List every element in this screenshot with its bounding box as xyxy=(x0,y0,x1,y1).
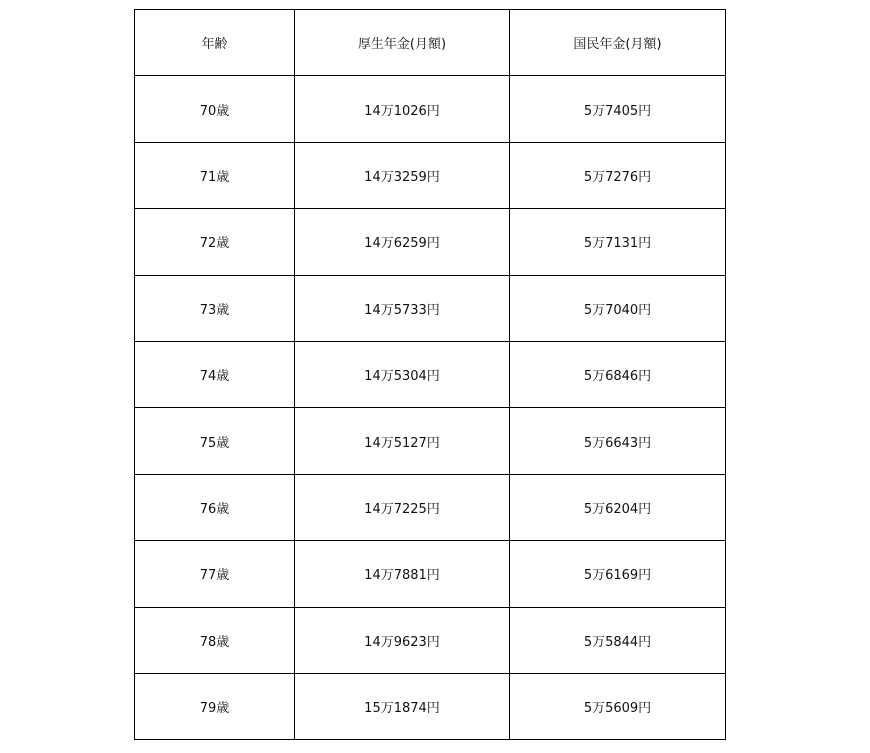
table-row xyxy=(135,474,726,540)
employees-pension-cell: 14万5304円 xyxy=(295,341,510,407)
table-row xyxy=(135,275,726,341)
employees-pension-cell: 14万3259円 xyxy=(295,142,510,208)
national-pension-cell: 5万7131円 xyxy=(510,209,726,275)
age-cell: 72歳 xyxy=(135,209,295,275)
employees-pension-cell: 14万5127円 xyxy=(295,408,510,474)
national-pension-cell: 5万7040円 xyxy=(510,275,726,341)
employees-pension-cell: 14万9623円 xyxy=(295,607,510,673)
table-row xyxy=(135,341,726,407)
employees-pension-cell: 14万5733円 xyxy=(295,275,510,341)
pension-table xyxy=(134,9,726,740)
age-cell: 73歳 xyxy=(135,275,295,341)
table-row xyxy=(135,76,726,142)
national-pension-cell: 5万7276円 xyxy=(510,142,726,208)
national-pension-cell: 5万6204円 xyxy=(510,474,726,540)
age-cell: 78歳 xyxy=(135,607,295,673)
table-row xyxy=(135,209,726,275)
table-row xyxy=(135,607,726,673)
national-pension-cell: 5万5609円 xyxy=(510,673,726,739)
age-cell: 79歳 xyxy=(135,673,295,739)
employees-pension-cell: 14万6259円 xyxy=(295,209,510,275)
employees-pension-cell: 14万1026円 xyxy=(295,76,510,142)
header-age: 年齢 xyxy=(135,10,295,76)
table-row xyxy=(135,673,726,739)
employees-pension-cell: 14万7225円 xyxy=(295,474,510,540)
age-cell: 76歳 xyxy=(135,474,295,540)
header-employees-pension: 厚生年金(月額) xyxy=(295,10,510,76)
national-pension-cell: 5万7405円 xyxy=(510,76,726,142)
age-cell: 74歳 xyxy=(135,341,295,407)
employees-pension-cell: 14万7881円 xyxy=(295,541,510,607)
table-row xyxy=(135,142,726,208)
national-pension-cell: 5万6846円 xyxy=(510,341,726,407)
header-national-pension: 国民年金(月額) xyxy=(510,10,726,76)
age-cell: 75歳 xyxy=(135,408,295,474)
national-pension-cell: 5万6643円 xyxy=(510,408,726,474)
employees-pension-cell: 15万1874円 xyxy=(295,673,510,739)
table-row xyxy=(135,541,726,607)
age-cell: 77歳 xyxy=(135,541,295,607)
national-pension-cell: 5万6169円 xyxy=(510,541,726,607)
age-cell: 71歳 xyxy=(135,142,295,208)
header-row xyxy=(135,10,726,76)
table-row xyxy=(135,408,726,474)
age-cell: 70歳 xyxy=(135,76,295,142)
national-pension-cell: 5万5844円 xyxy=(510,607,726,673)
